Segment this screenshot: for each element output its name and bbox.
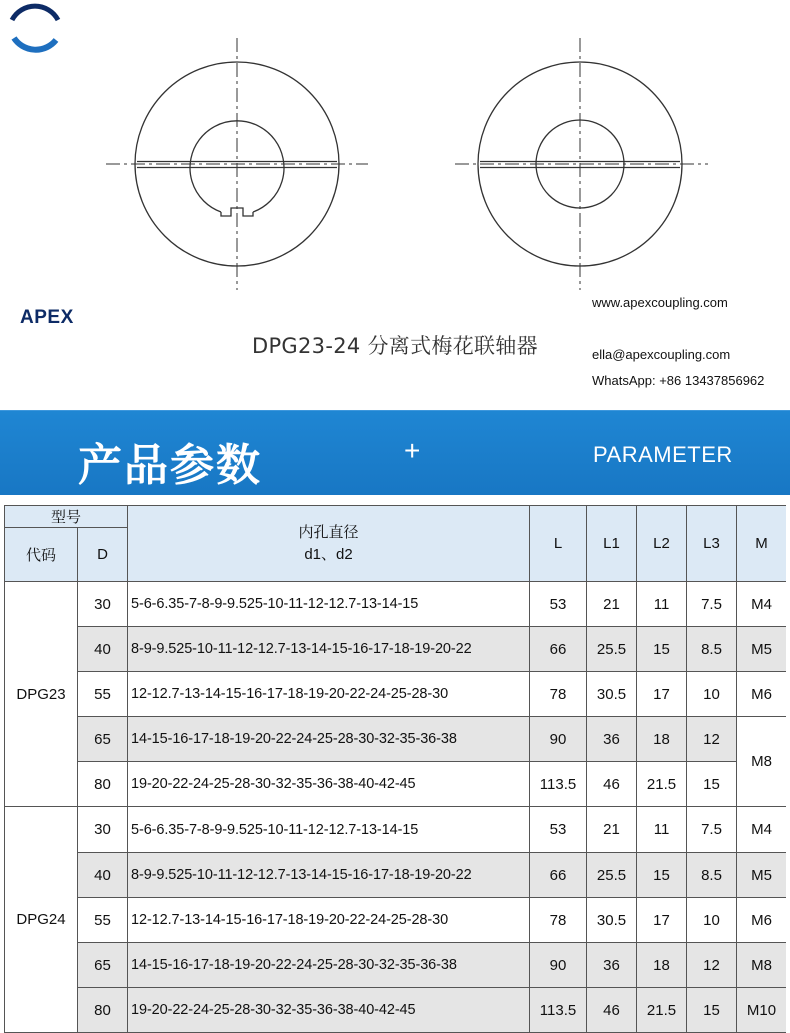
holes-cell: 5-6-6.35-7-8-9-9.525-10-11-12-12.7-13-14-15 [128, 807, 530, 853]
d-header: D [78, 528, 128, 582]
l2-cell: 15 [637, 853, 687, 898]
model-header: 型号 [5, 506, 128, 528]
m-cell: M6 [737, 898, 786, 943]
l1-cell: 30.5 [587, 672, 637, 717]
bore-header-sub: d1、d2 [304, 545, 353, 563]
l3-cell: 15 [687, 762, 737, 807]
l-cell: 66 [530, 853, 587, 898]
l2-cell: 18 [637, 717, 687, 762]
l-header: L [530, 506, 587, 582]
l-cell: 78 [530, 672, 587, 717]
table-row [5, 762, 787, 807]
m-cell: M4 [737, 582, 786, 627]
l3-cell: 7.5 [687, 807, 737, 853]
holes-cell: 19-20-22-24-25-28-30-32-35-36-38-40-42-45 [128, 988, 530, 1033]
table-row [5, 807, 787, 853]
m-cell: M4 [737, 807, 786, 853]
parameter-table-wrapper [4, 505, 786, 1033]
d-cell: 30 [78, 582, 128, 627]
l2-cell: 21.5 [637, 762, 687, 807]
l1-cell: 21 [587, 582, 637, 627]
table-row [5, 943, 787, 988]
l1-cell: 36 [587, 943, 637, 988]
l-cell: 90 [530, 943, 587, 988]
email-text: ella@apexcoupling.com [592, 347, 731, 362]
m-cell: M10 [737, 988, 786, 1033]
l2-cell: 11 [637, 582, 687, 627]
l2-cell: 18 [637, 943, 687, 988]
table-row [5, 988, 787, 1033]
l3-cell: 10 [687, 672, 737, 717]
d-cell: 40 [78, 627, 128, 672]
d-cell: 65 [78, 943, 128, 988]
d-cell: 80 [78, 988, 128, 1033]
d-cell: 55 [78, 898, 128, 943]
l2-header: L2 [637, 506, 687, 582]
l1-cell: 30.5 [587, 898, 637, 943]
l3-header: L3 [687, 506, 737, 582]
m-cell: M5 [737, 627, 786, 672]
d-cell: 80 [78, 762, 128, 807]
l1-cell: 46 [587, 988, 637, 1033]
l-cell: 113.5 [530, 988, 587, 1033]
l3-cell: 8.5 [687, 853, 737, 898]
l3-cell: 8.5 [687, 627, 737, 672]
l2-cell: 15 [637, 627, 687, 672]
model-code-cell: DPG24 [5, 807, 78, 1033]
logo-text: APEX [20, 307, 74, 328]
l3-cell: 15 [687, 988, 737, 1033]
table-row [5, 853, 787, 898]
bore-header [128, 506, 530, 582]
right-view-drawing [455, 38, 708, 290]
holes-cell: 19-20-22-24-25-28-30-32-35-36-38-40-42-45 [128, 762, 530, 807]
l1-cell: 25.5 [587, 627, 637, 672]
header-row [5, 506, 787, 528]
table-row [5, 898, 787, 943]
d-cell: 65 [78, 717, 128, 762]
m-header: M [737, 506, 786, 582]
m-cell: M8 [737, 943, 786, 988]
l-cell: 113.5 [530, 762, 587, 807]
l-cell: 66 [530, 627, 587, 672]
table-row [5, 717, 787, 762]
l1-cell: 25.5 [587, 853, 637, 898]
banner-title-en: PARAMETER [593, 442, 733, 467]
website-text: www.apexcoupling.com [592, 295, 728, 310]
l3-cell: 7.5 [687, 582, 737, 627]
l2-cell: 17 [637, 898, 687, 943]
l3-cell: 10 [687, 898, 737, 943]
technical-drawing [0, 0, 790, 410]
whatsapp-text: WhatsApp: +86 13437856962 [592, 373, 765, 388]
l2-cell: 21.5 [637, 988, 687, 1033]
m-cell: M5 [737, 853, 786, 898]
apex-logo-icon [0, 0, 70, 56]
l2-cell: 17 [637, 672, 687, 717]
l2-cell: 11 [637, 807, 687, 853]
section-banner [0, 410, 790, 495]
l3-cell: 12 [687, 943, 737, 988]
d-cell: 40 [78, 853, 128, 898]
table-row [5, 582, 787, 627]
l3-cell: 12 [687, 717, 737, 762]
l-cell: 53 [530, 582, 587, 627]
holes-cell: 14-15-16-17-18-19-20-22-24-25-28-30-32-35-36-38 [128, 717, 530, 762]
left-view-drawing [106, 38, 368, 290]
table-row [5, 672, 787, 717]
holes-cell: 8-9-9.525-10-11-12-12.7-13-14-15-16-17-18-19-20-22 [128, 627, 530, 672]
holes-cell: 14-15-16-17-18-19-20-22-24-25-28-30-32-35-36-38 [128, 943, 530, 988]
banner-title-cn: 产品参数 [78, 440, 262, 491]
l-cell: 78 [530, 898, 587, 943]
code-header: 代码 [5, 528, 78, 582]
parameter-table [4, 505, 786, 1033]
l-cell: 53 [530, 807, 587, 853]
table-row [5, 627, 787, 672]
l1-header: L1 [587, 506, 637, 582]
l1-cell: 46 [587, 762, 637, 807]
l1-cell: 36 [587, 717, 637, 762]
holes-cell: 8-9-9.525-10-11-12-12.7-13-14-15-16-17-18-19-20-22 [128, 853, 530, 898]
m-cell-merged: M8 [737, 717, 786, 807]
bore-header-cn: 内孔直径 [298, 523, 359, 541]
l-cell: 90 [530, 717, 587, 762]
d-cell: 30 [78, 807, 128, 853]
banner-plus: + [404, 435, 421, 466]
l1-cell: 21 [587, 807, 637, 853]
model-code-cell: DPG23 [5, 582, 78, 807]
holes-cell: 5-6-6.35-7-8-9-9.525-10-11-12-12.7-13-14-15 [128, 582, 530, 627]
holes-cell: 12-12.7-13-14-15-16-17-18-19-20-22-24-25-28-30 [128, 672, 530, 717]
drawing-caption: DPG23-24 分离式梅花联轴器 [252, 334, 538, 358]
m-cell: M6 [737, 672, 786, 717]
holes-cell: 12-12.7-13-14-15-16-17-18-19-20-22-24-25-28-30 [128, 898, 530, 943]
d-cell: 55 [78, 672, 128, 717]
